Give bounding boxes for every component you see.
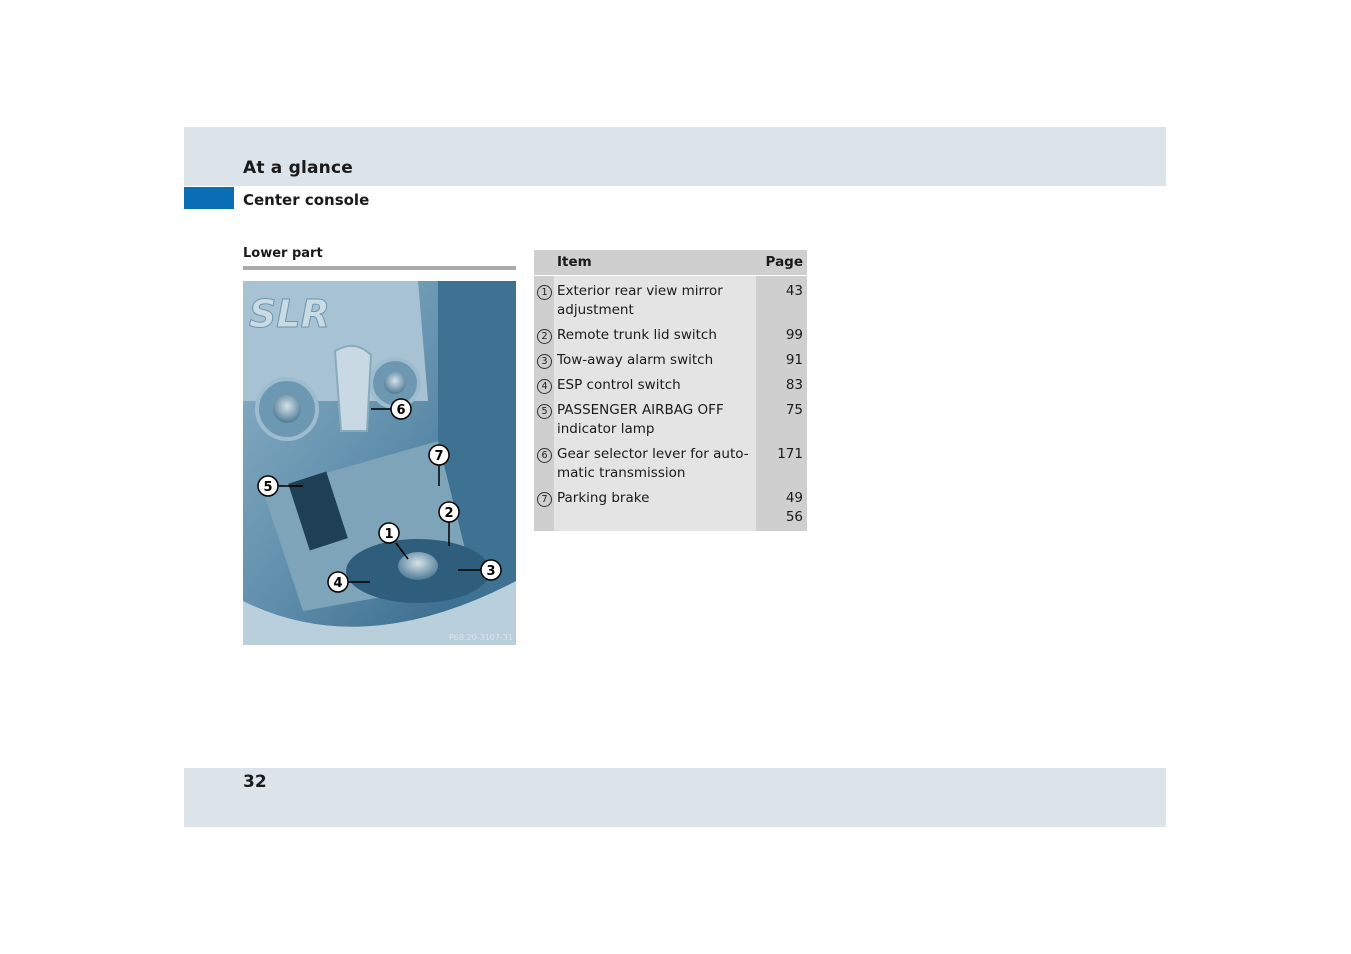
item-description-cont: adjustment xyxy=(557,302,634,318)
page-number: 32 xyxy=(243,772,267,792)
item-description: Gear selector lever for auto- xyxy=(557,446,749,462)
item-number: 1 xyxy=(537,285,552,300)
item-page: 99 xyxy=(785,327,803,343)
item-page-table xyxy=(534,250,807,531)
svg-text:2: 2 xyxy=(444,506,454,521)
table-header-row xyxy=(534,250,807,276)
item-description: Remote trunk lid switch xyxy=(557,327,717,343)
control-dial-knob xyxy=(398,552,438,580)
item-number: 5 xyxy=(537,404,552,419)
subsection-title: Center console xyxy=(243,191,370,209)
item-page: 43 xyxy=(785,283,803,299)
item-number: 2 xyxy=(537,329,552,344)
center-console-photo xyxy=(243,281,516,645)
center-console-illustration xyxy=(243,281,516,645)
item-description: Parking brake xyxy=(557,490,650,506)
item-number: 3 xyxy=(537,354,552,369)
svg-text:7: 7 xyxy=(434,449,444,464)
item-description-cont: indicator lamp xyxy=(557,421,655,437)
item-number: 7 xyxy=(537,492,552,507)
item-description: Exterior rear view mirror xyxy=(557,283,723,299)
item-page: 75 xyxy=(785,402,803,418)
table-row xyxy=(534,345,807,370)
svg-text:6: 6 xyxy=(396,403,406,418)
section-marker-tab xyxy=(184,187,234,209)
item-number: 4 xyxy=(537,379,552,394)
left-knob-center xyxy=(273,395,301,423)
table-header-page: Page xyxy=(756,250,807,276)
item-page: 49 xyxy=(785,490,803,506)
item-page: 91 xyxy=(785,352,803,368)
item-page: 83 xyxy=(785,377,803,393)
table-row xyxy=(534,276,807,321)
svg-text:1: 1 xyxy=(384,527,394,542)
photo-code: P68.20-3107-31 xyxy=(448,633,513,642)
footer-band xyxy=(184,768,1166,827)
table-header-num xyxy=(534,250,554,276)
svg-text:3: 3 xyxy=(486,564,496,579)
brand-lettering: SLR xyxy=(249,292,330,336)
figure-heading: Lower part xyxy=(243,246,323,261)
table-row xyxy=(534,370,807,395)
item-page: 171 xyxy=(777,446,803,462)
item-page-2: 56 xyxy=(785,509,803,525)
item-description: Tow-away alarm switch xyxy=(557,352,714,368)
svg-text:5: 5 xyxy=(263,480,273,495)
table-header-item: Item xyxy=(554,250,756,276)
right-knob-center xyxy=(384,372,406,394)
section-title: At a glance xyxy=(243,158,353,178)
item-description: ESP control switch xyxy=(557,377,681,393)
item-description-cont: matic transmission xyxy=(557,465,686,481)
table-row xyxy=(534,439,807,483)
item-number: 6 xyxy=(537,448,552,463)
table-row xyxy=(534,320,807,345)
table-row xyxy=(534,483,807,531)
svg-text:4: 4 xyxy=(333,576,343,591)
table-row xyxy=(534,395,807,439)
figure-heading-rule xyxy=(243,266,516,270)
gear-selector-lever xyxy=(335,346,371,431)
item-description: PASSENGER AIRBAG OFF xyxy=(557,402,724,418)
